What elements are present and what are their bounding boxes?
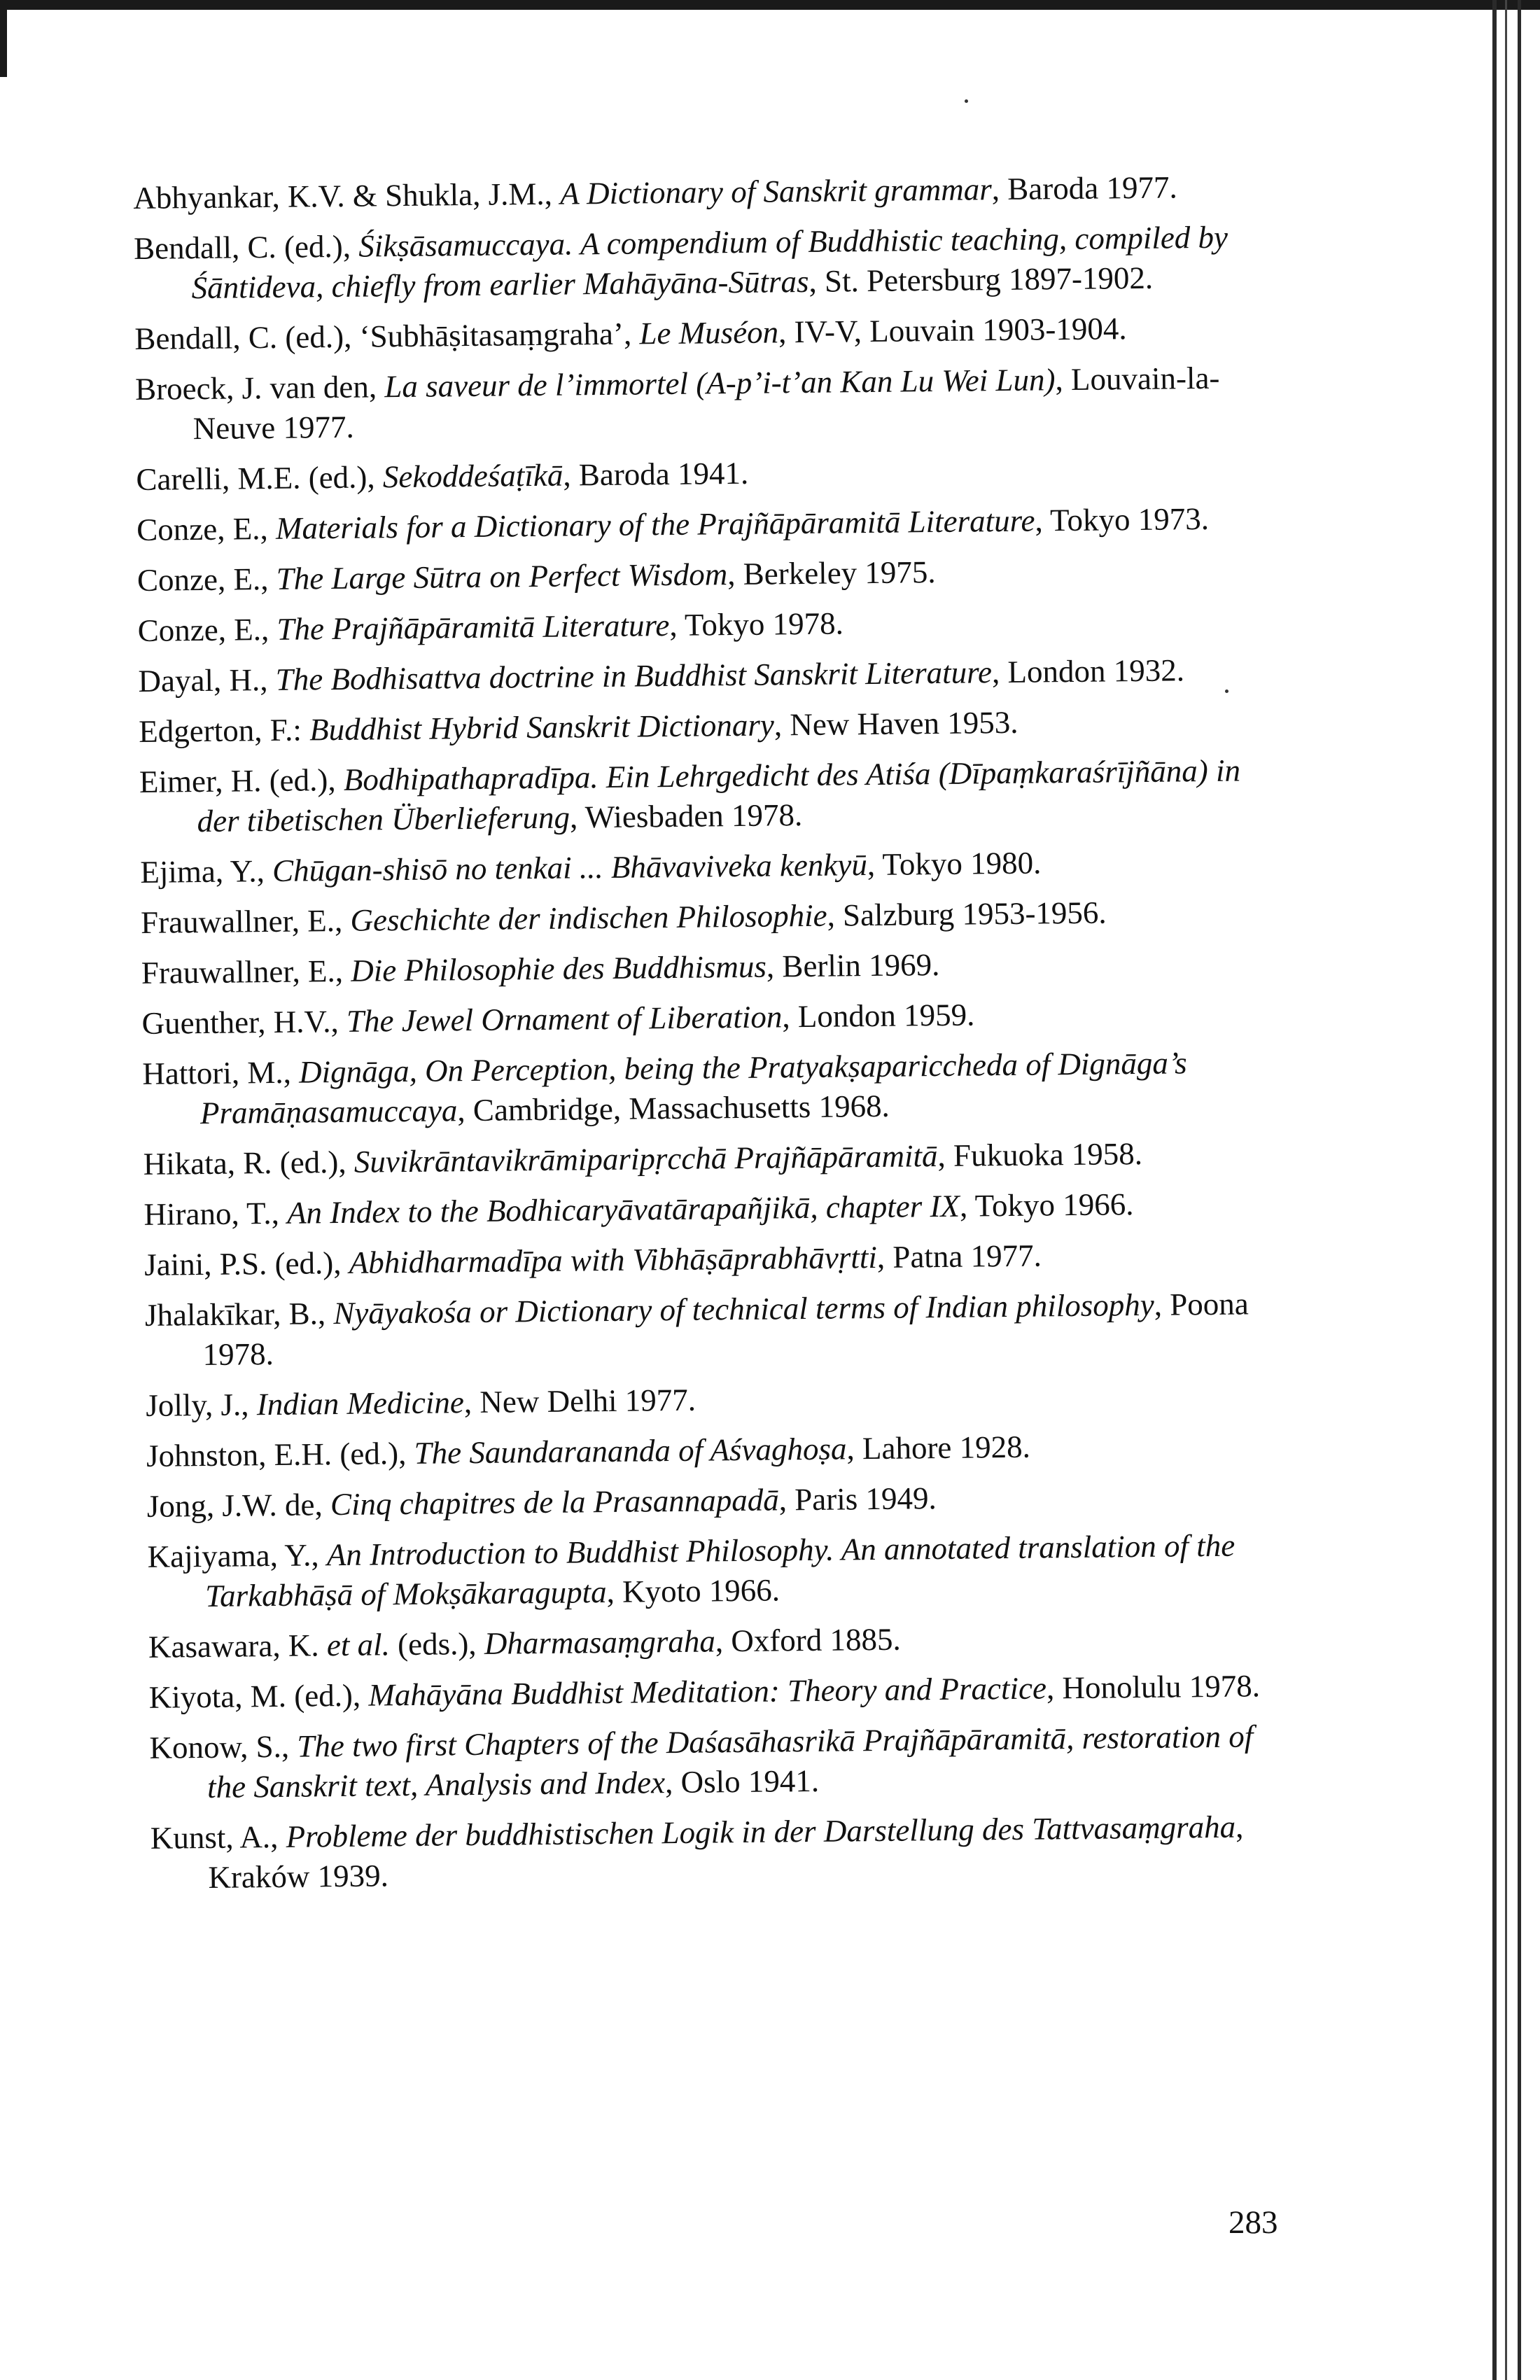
entry-title: Probleme der buddhistischen Logik in der Darstellung des Tattvasaṃgraha: [286, 1809, 1236, 1854]
entry-title: An Index to the Bodhicaryāvatārapañjikā, chapter IX: [286, 1188, 960, 1231]
entry-publication: , Tokyo 1978.: [669, 606, 844, 643]
entry-title: Chūgan-shisō no tenkai ... Bhāvaviveka kenkyū: [272, 847, 868, 888]
bibliography-entry: [147, 1525, 1296, 1617]
entry-author: Kiyota, M. (ed.),: [148, 1677, 369, 1715]
entry-publication: , Tokyo 1973.: [1035, 500, 1210, 538]
entry-author: Hikata, R. (ed.),: [143, 1144, 355, 1182]
entry-title: Dignāga, On Perception, being the Pratyakṣapariccheda of Dignāga’s Pramāṇasamuccaya: [200, 1045, 1187, 1131]
bibliography-list: [133, 167, 1299, 1909]
entry-title: La saveur de l’immortel (A-p’i-t’an Kan Lu Wei Lun): [384, 362, 1056, 405]
entry-author: Conze, E.,: [137, 611, 277, 648]
entry-title: The Large Sūtra on Perfect Wisdom: [276, 556, 728, 596]
scan-edge-left: [0, 0, 7, 77]
bibliography-entry: [139, 750, 1288, 842]
entry-publication: , Salzburg 1953-1956.: [827, 895, 1107, 933]
entry-publication: , Berlin 1969.: [766, 946, 940, 984]
entry-author: Kajiyama, Y.,: [147, 1537, 328, 1574]
entry-title: Le Muséon: [639, 314, 779, 351]
bibliography-entry: [142, 1042, 1291, 1134]
bibliography-entry: [143, 1133, 1292, 1184]
entry-publication: , New Haven 1953.: [774, 704, 1018, 743]
entry-title: The Bodhisattva doctrine in Buddhist Sanskrit Literature: [275, 654, 993, 697]
entry-title: A Dictionary of Sanskrit grammar: [559, 172, 993, 211]
binding-shadow: [1505, 0, 1507, 2380]
entry-title: Geschichte der indischen Philosophie: [350, 897, 827, 938]
entry-author: Konow, S.,: [149, 1728, 298, 1765]
bibliography-entry: [139, 700, 1287, 752]
bibliography-entry: [137, 549, 1286, 601]
entry-publication: , Honolulu 1978.: [1046, 1668, 1261, 1706]
entry-author: Kunst, A.,: [150, 1819, 286, 1856]
entry-publication: (eds.),: [389, 1625, 485, 1662]
entry-publication: , St. Petersburg 1897-1902.: [808, 260, 1154, 299]
entry-title: An Introduction to Buddhist Philosophy. An annotated translation of the Tarkabhāṣā of Mokṣākaragupta: [204, 1527, 1236, 1614]
bibliography-entry: [141, 941, 1290, 993]
entry-title: Buddhist Hybrid Sanskrit Dictionary: [309, 707, 775, 748]
entry-title: The two first Chapters of the Daśasāhasrikā Prajñāpāramitā, restoration of the Sanskrit text, Analysis and Index: [206, 1718, 1254, 1805]
entry-author: Hattori, M.,: [142, 1054, 300, 1091]
bibliography-entry: [145, 1284, 1294, 1376]
entry-publication: , Tokyo 1966.: [959, 1186, 1134, 1224]
entry-publication: , Cambridge, Massachusetts 1968.: [457, 1088, 890, 1128]
entry-publication: , London 1932.: [991, 652, 1185, 690]
bibliography-entry: [144, 1183, 1292, 1235]
entry-publication: , Berkeley 1975.: [727, 554, 936, 592]
entry-title: Cinq chapitres de la Prasannapadā: [330, 1482, 779, 1522]
page-number: 283: [1228, 2204, 1278, 2241]
entry-author: Conze, E.,: [136, 510, 276, 547]
entry-title: Mahāyāna Buddhist Meditation: Theory and Practice: [368, 1670, 1047, 1713]
entry-publication: , IV-V, Louvain 1903-1904.: [778, 311, 1127, 350]
entry-title: The Jewel Ornament of Liberation: [346, 999, 783, 1039]
entry-author: Jaini, P.S. (ed.),: [144, 1245, 349, 1282]
entry-title: The Prajñāpāramitā Literature: [276, 608, 670, 647]
entry-publication: , Baroda 1941.: [563, 455, 749, 493]
entry-publication: , Oslo 1941.: [664, 1763, 820, 1800]
entry-author: Jolly, J.,: [146, 1387, 257, 1423]
entry-author: Ejima, Y.,: [140, 853, 273, 890]
bibliography-entry: [149, 1716, 1298, 1808]
bibliography-entry: [136, 448, 1284, 500]
entry-title: Sekoddeśaṭīkā: [382, 457, 564, 495]
entry-title: Suvikrāntavikrāmiparipṛcchā Prajñāpāramitā: [354, 1138, 938, 1180]
bibliography-entry: [146, 1424, 1295, 1476]
entry-author: Bendall, C. (ed.), ‘Subhāṣitasaṃgraha’,: [134, 316, 640, 356]
entry-publication: , Wiesbaden 1978.: [569, 797, 803, 835]
entry-title: Nyāyakośa or Dictionary of technical terms of Indian philosophy: [333, 1287, 1154, 1331]
entry-author: Conze, E.,: [136, 561, 276, 598]
bibliography-entry: [133, 167, 1282, 218]
bibliography-entry: [137, 599, 1286, 651]
bibliography-entry: [147, 1475, 1296, 1527]
entry-title: et al.: [326, 1627, 391, 1663]
bibliography-entry: [138, 650, 1287, 701]
bibliography-entry: [146, 1374, 1294, 1426]
entry-author: Hirano, T.,: [144, 1195, 288, 1232]
bibliography-entry: [140, 841, 1289, 892]
binding-shadow: [1518, 0, 1521, 2380]
entry-author: Frauwallner, E.,: [141, 953, 351, 990]
entry-publication: , Lahore 1928.: [846, 1429, 1031, 1466]
bibliography-entry: [135, 358, 1284, 449]
entry-title: Dharmasaṃgraha: [484, 1623, 716, 1661]
scan-edge-top: [0, 0, 1540, 10]
entry-title: Materials for a Dictionary of the Prajñāpāramitā Literature: [275, 503, 1035, 546]
entry-publication: , Patna 1977.: [876, 1238, 1042, 1275]
entry-author: Broeck, J. van den,: [134, 369, 385, 407]
entry-publication: , Poona 1978.: [202, 1286, 1249, 1373]
bibliography-entry: [134, 217, 1282, 309]
bibliography-entry: [134, 307, 1283, 359]
entry-publication: , Louvain-la-Neuve 1977.: [192, 360, 1220, 447]
bibliography-entry: [150, 1807, 1299, 1898]
entry-author: Bendall, C. (ed.),: [133, 228, 359, 266]
entry-author: Kasawara, K.: [148, 1628, 328, 1665]
entry-author: Guenther, H.V.,: [141, 1003, 347, 1041]
bibliography-entry: [144, 1233, 1293, 1285]
entry-author: Eimer, H. (ed.),: [139, 762, 344, 799]
entry-title: Bodhipathapradīpa. Ein Lehrgedicht des Atiśa (Dīpaṃkaraśrījñāna) in der tibetischen Überlieferung: [197, 752, 1241, 839]
entry-title: The Saundarananda of Aśvaghoṣa: [414, 1431, 847, 1471]
entry-publication: , New Delhi 1977.: [463, 1382, 696, 1420]
entry-author: Jong, J.W. de,: [146, 1487, 331, 1524]
entry-title: Die Philosophie des Buddhismus: [350, 948, 767, 988]
entry-publication: , London 1959.: [782, 997, 975, 1035]
bibliography-entry: [141, 992, 1290, 1044]
entry-publication: , Baroda 1977.: [991, 169, 1177, 207]
bibliography-entry: [141, 891, 1289, 943]
entry-author: Carelli, M.E. (ed.),: [136, 459, 384, 497]
entry-publication: , Fukuoka 1958.: [937, 1135, 1143, 1174]
entry-title: Abhidharmadīpa with Vibhāṣāprabhāvṛtti: [349, 1239, 878, 1280]
bibliography-entry: [148, 1616, 1297, 1667]
scan-speck: [965, 99, 968, 103]
entry-title: Śikṣāsamuccaya. A compendium of Buddhistic teaching, compiled by Śāntideva, chiefly from earlier Mahāyāna-Sūtras: [191, 219, 1228, 306]
entry-publication: , Kyoto 1966.: [606, 1572, 780, 1610]
binding-shadow: [1492, 0, 1497, 2380]
entry-title: Indian Medicine: [256, 1385, 465, 1422]
entry-author: Abhyankar, K.V. & Shukla, J.M.,: [133, 176, 561, 216]
entry-publication: , Kraków 1939.: [208, 1809, 1244, 1896]
entry-publication: , Tokyo 1980.: [867, 845, 1042, 883]
entry-author: Jhalakīkar, B.,: [144, 1296, 334, 1333]
bibliography-entry: [136, 498, 1285, 550]
entry-publication: , Oxford 1885.: [715, 1621, 902, 1659]
bibliography-entry: [148, 1666, 1297, 1718]
entry-author: Johnston, E.H. (ed.),: [146, 1435, 414, 1474]
entry-author: Edgerton, F.:: [139, 712, 310, 749]
entry-author: Dayal, H.,: [138, 662, 276, 699]
entry-publication: , Paris 1949.: [778, 1480, 937, 1518]
entry-author: Frauwallner, E.,: [140, 902, 351, 940]
